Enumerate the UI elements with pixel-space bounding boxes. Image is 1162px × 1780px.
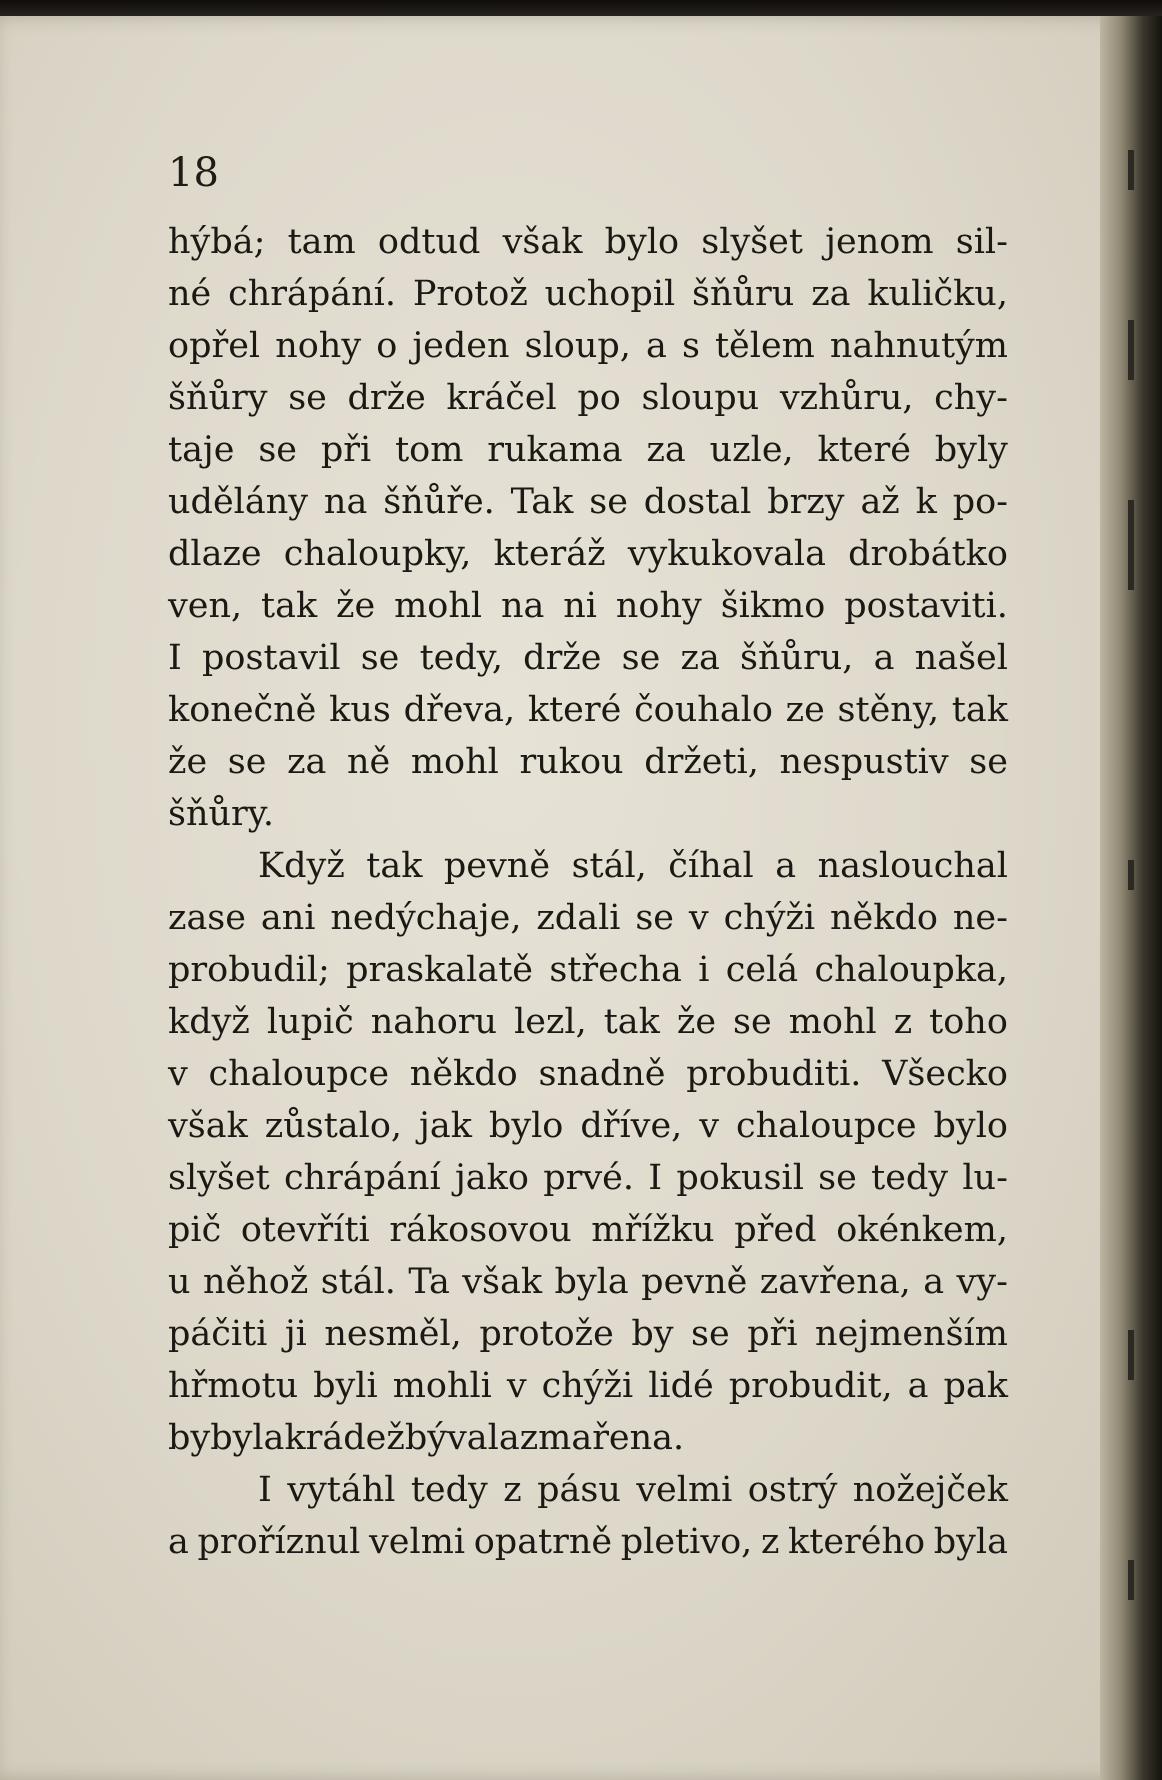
spine-mark [1128,320,1134,380]
word: sil- [955,222,1008,262]
word: mohl [394,586,483,626]
word: a [907,1366,929,1406]
word: nožejček [852,1470,1008,1510]
text-line [168,1360,1008,1412]
text-line [168,372,1008,424]
word: probuditi. [686,1054,862,1094]
word: prvé. [543,1158,634,1198]
word: však [502,222,583,262]
word: ni [563,586,597,626]
word: protože [479,1314,614,1354]
word: se [635,898,675,938]
text-line [168,580,1008,632]
word: o [376,326,398,366]
word: chaloupce [736,1106,917,1146]
text-line [168,632,1008,684]
word: mřížku [591,1210,715,1250]
word: že [168,742,208,782]
word: kus [329,690,391,730]
text-line [168,320,1008,372]
word: celá [725,950,799,990]
word: postaviti. [844,586,1008,626]
word: v [168,1054,188,1094]
word: po- [952,482,1008,522]
spine-mark [1128,150,1134,190]
text-line [168,476,1008,528]
word: se [818,1158,857,1198]
word: dřeva, [403,690,516,730]
word: že [676,1002,717,1042]
word: někdo [409,1054,518,1094]
word: před [734,1210,817,1250]
word: brzy [767,482,845,522]
text-line [168,996,1008,1048]
word: lezl, [514,1002,587,1042]
word: ně [346,742,391,782]
word: I [258,1470,272,1510]
word: jenom [825,222,934,262]
word: ne- [952,898,1008,938]
word: kuličku, [867,274,1008,314]
text-line [168,424,1008,476]
word: uzle, [709,430,794,470]
word: sloup, [524,326,631,366]
word: proříznul [197,1522,361,1562]
word: tak [366,846,423,886]
word: praskalatě [346,950,533,990]
word: pak [943,1366,1008,1406]
spine-mark [1128,860,1134,890]
word: snadně [538,1054,666,1094]
word: by [168,1418,211,1458]
word: se [360,638,400,678]
text-line [168,528,1008,580]
text-line [168,892,1008,944]
word: stál. [320,1262,396,1302]
text-line [168,788,1008,840]
word: při [320,430,372,470]
word: dlaze [168,534,262,574]
word: taje [168,430,235,470]
word: bylo [604,222,680,262]
word: lupič [266,1002,354,1042]
word: páčiti [168,1314,268,1354]
word: odtud [377,222,481,262]
word: že [336,586,376,626]
word: Ta [408,1262,450,1302]
word: při [747,1314,798,1354]
text-line [168,1048,1008,1100]
word: a [923,1262,945,1302]
word: chaloupky, [283,534,472,574]
word: krádež [284,1418,405,1458]
word: I [648,1158,663,1198]
word: byla [933,1522,1008,1562]
word: nesměl, [324,1314,462,1354]
word: stál, [571,846,647,886]
word: mohl [788,1002,877,1042]
word: zmařena. [519,1418,685,1458]
text-line [168,1516,1008,1568]
word: pič [168,1210,222,1250]
word: tedy [410,1470,488,1510]
word: se [733,1002,772,1042]
text-line [168,1464,1008,1516]
word: slyšet [701,222,803,262]
word: na [500,586,545,626]
word: ani [260,898,316,938]
word: střecha [549,950,682,990]
spine-mark [1128,500,1134,590]
word: vzhůru, [779,378,914,418]
page-number: 18 [168,150,219,196]
word: vy- [956,1262,1008,1302]
word: když [168,1002,250,1042]
word: lidé [648,1366,714,1406]
word: bylo [933,1106,1008,1146]
word: z [893,1002,913,1042]
word: postavil [202,638,341,678]
word: bylo [488,1106,564,1146]
word: probudil; [168,950,330,990]
word: jak [419,1106,472,1146]
word: ven, [168,586,243,626]
word: rukama [487,430,623,470]
word: však [462,1262,543,1302]
word: velmi [636,1470,733,1510]
word: vytáhl [287,1470,396,1510]
word: nohy [275,326,362,366]
word: pletivo, [620,1522,753,1562]
word: až [860,482,900,522]
word: okénkem, [836,1210,1008,1250]
word: na [323,482,368,522]
text-line [168,268,1008,320]
word: byla [210,1418,285,1458]
word: zůstalo, [264,1106,403,1146]
text-line [168,1412,1008,1464]
spine-mark [1128,1560,1134,1600]
word: slyšet [168,1158,270,1198]
word: vykukovala [627,534,826,574]
word: drže [523,638,602,678]
word: jeden [412,326,510,366]
word: s [681,326,700,366]
word: mohl [410,742,499,782]
word: drže [347,378,426,418]
word: za [646,430,686,470]
word: dostal [643,482,752,522]
word: něhož [202,1262,309,1302]
word: i [698,950,710,990]
word: ji [284,1314,307,1354]
word: šikmo [720,586,826,626]
text-line [168,216,1008,268]
word: tak [261,586,318,626]
word: ostrý [747,1470,838,1510]
word: pevně [443,846,551,886]
word: chaloupka, [814,950,1008,990]
word: tak [603,1002,660,1042]
word: Tak [510,482,574,522]
word: po [577,378,621,418]
word: zavřena, [759,1262,911,1302]
word: nahnutým [829,326,1008,366]
word: však [168,1106,248,1146]
body-text [168,216,1008,1568]
word: chýži [723,898,816,938]
word: chrápání. [228,274,396,314]
word: šňůře. [383,482,495,522]
word: stěny, [837,690,940,730]
word: velmi [369,1522,466,1562]
word: které [527,690,622,730]
word: lu- [962,1158,1008,1198]
word: šňůry [168,378,268,418]
text-line [168,1100,1008,1152]
word: tom [395,430,464,470]
word: byla [554,1262,629,1302]
word: které [817,430,911,470]
text-line [168,684,1008,736]
word: kráčel [446,378,557,418]
word: se [288,378,327,418]
word: zdali [536,898,621,938]
word: tam [287,222,356,262]
word: u [168,1262,191,1302]
word: pevně [641,1262,748,1302]
word: konečně [168,690,317,730]
word: čouhalo [634,690,773,730]
word: opatrně [473,1522,613,1562]
word: k [915,482,937,522]
word: držeti, [644,742,759,782]
word: naslouchal [817,846,1008,886]
word: kteráž [493,534,606,574]
word: za [287,742,327,782]
word: by [631,1314,674,1354]
word: nedýchaje, [330,898,522,938]
word: šňůry. [168,794,275,834]
word: sloupu [641,378,760,418]
word: chaloupce [208,1054,390,1094]
word: rukou [519,742,624,782]
word: kterého [788,1522,926,1562]
word: udělány [168,482,309,522]
word: nahoru [370,1002,498,1042]
text-line [168,840,1008,892]
word: rákosovou [389,1210,572,1250]
word: chrápání [283,1158,441,1198]
word: byli [313,1366,378,1406]
word: pásu [537,1470,621,1510]
word: pokusil [676,1158,804,1198]
word: tedy [871,1158,949,1198]
word: z [760,1522,780,1562]
word: né [168,274,212,314]
word: tedy, [419,638,503,678]
word: hřmotu [168,1366,299,1406]
word: v [506,1366,527,1406]
word: se [969,742,1008,782]
word: I [168,638,182,678]
word: z [503,1470,522,1510]
text-line [168,1256,1008,1308]
text-line [168,1152,1008,1204]
text-line [168,1204,1008,1256]
word: dříve, [580,1106,683,1146]
word: a [775,846,797,886]
word: jako [454,1158,529,1198]
word: se [691,1314,730,1354]
word: se [258,430,298,470]
word: za [680,638,720,678]
word: tělem [714,326,815,366]
word: v [699,1106,720,1146]
spine-mark [1128,1330,1134,1380]
word: a [646,326,667,366]
text-line [168,944,1008,996]
word: se [621,638,661,678]
word: opřel [168,326,261,366]
word: se [227,742,267,782]
word: byly [934,430,1008,470]
word: šňůru, [739,638,854,678]
word: v [688,898,709,938]
word: nejmenším [815,1314,1008,1354]
text-line [168,736,1008,788]
word: uchopil [544,274,676,314]
word: toho [929,1002,1008,1042]
word: drobátko [848,534,1008,574]
word: otevříti [240,1210,370,1250]
word: zase [168,898,246,938]
word: probudit, [728,1366,893,1406]
word: nespustiv [779,742,949,782]
word: šňůru [692,274,795,314]
word: Všecko [882,1054,1008,1094]
text-line [168,1308,1008,1360]
word: chýži [541,1366,634,1406]
word: Když [258,846,345,886]
word: a [168,1522,189,1562]
word: ze [785,690,825,730]
word: a [873,638,895,678]
word: se [589,482,628,522]
word: tak [951,690,1008,730]
word: Protož [412,274,528,314]
word: chy- [934,378,1008,418]
word: za [811,274,851,314]
book-spine [1100,16,1162,1780]
word: mohli [392,1366,492,1406]
word: číhal [668,846,754,886]
word: bývala [404,1418,520,1458]
word: hýbá; [168,222,266,262]
word: někdo [830,898,938,938]
word: nohy [615,586,702,626]
word: našel [914,638,1008,678]
